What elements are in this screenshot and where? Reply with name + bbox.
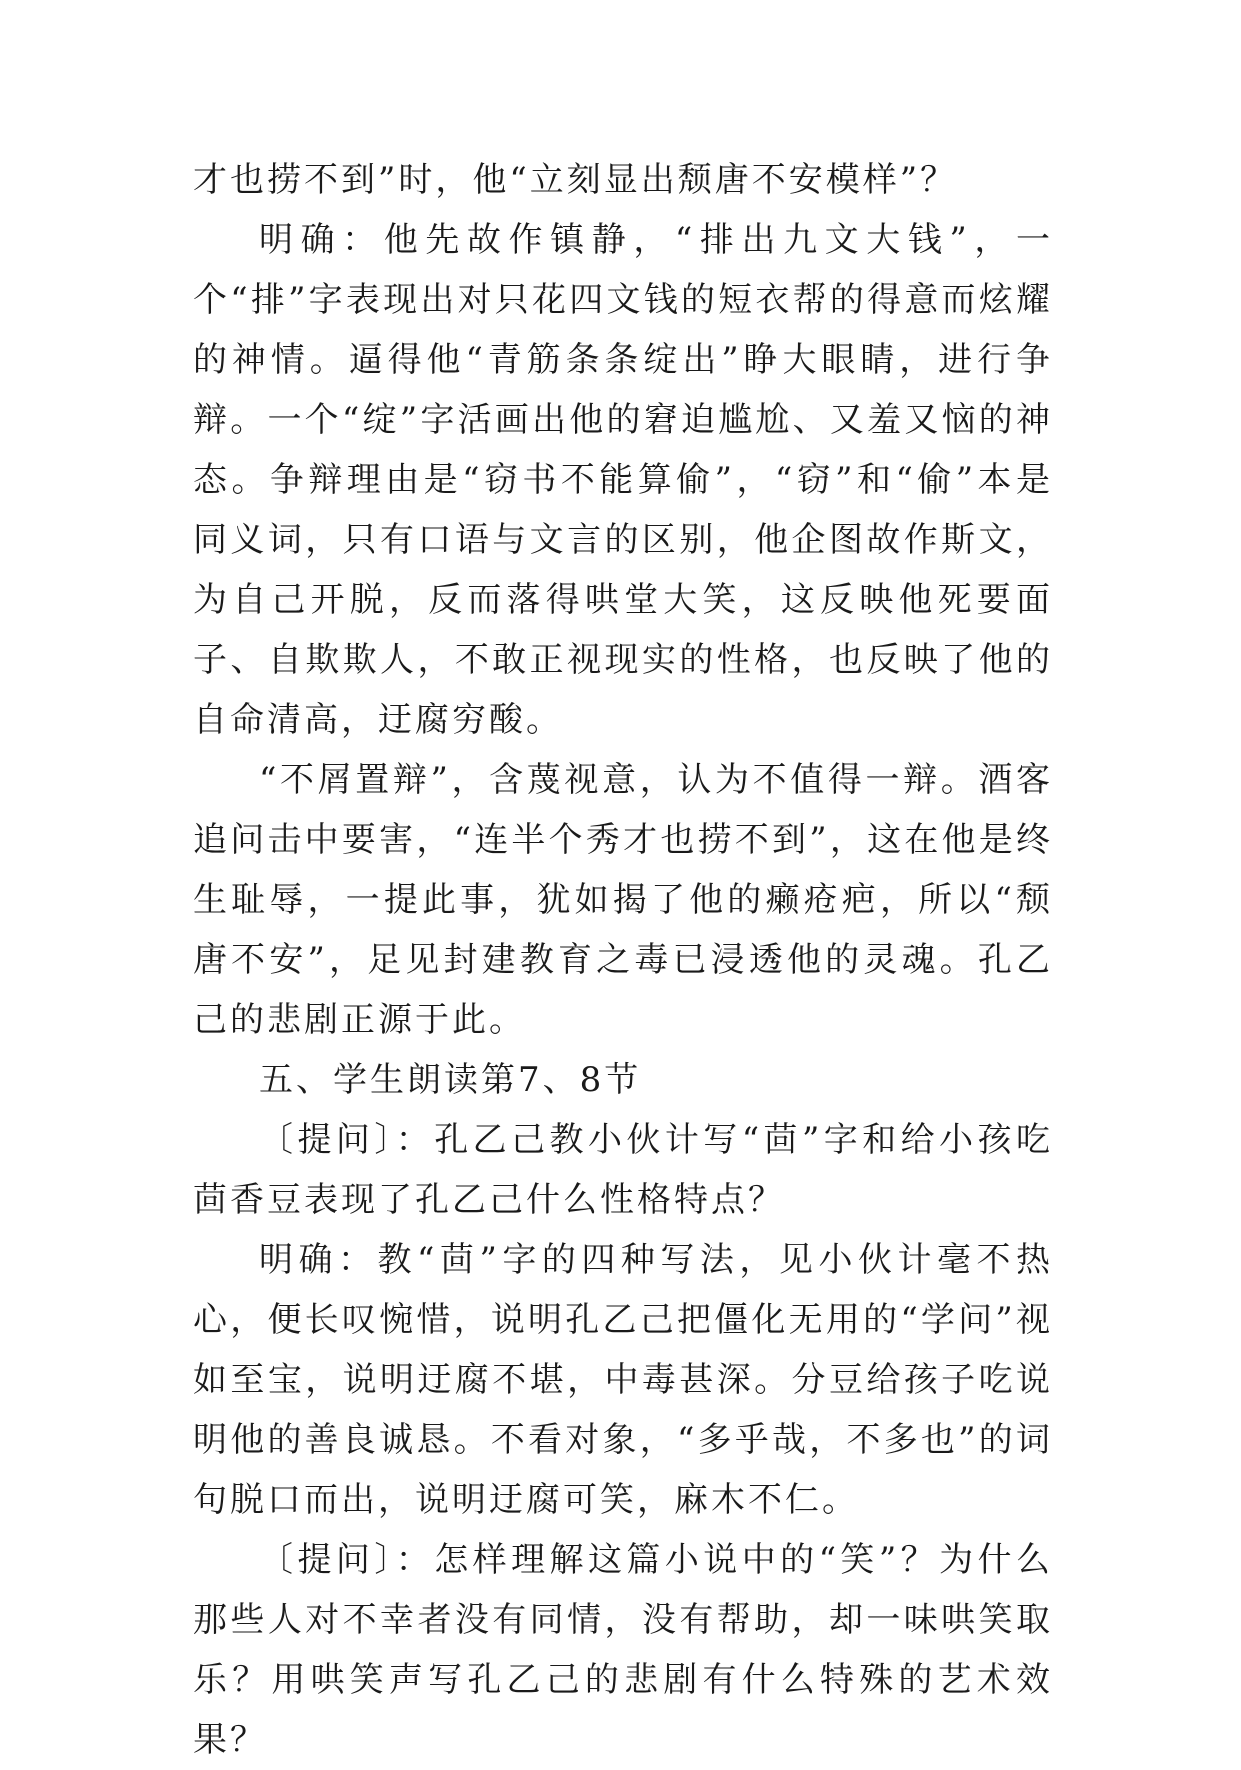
- paragraph-answer-1: 明确：他先故作镇静，“排出九文大钱”，一个“排”字表现出对只花四文钱的短衣帮的得意而炫耀的神情。逼得他“青筋条条绽出”睁大眼睛，进行争辩。一个“绽”字活画出他的窘迫尴尬、又羞又恼的神态。争辩理由是“窃书不能算偷”，“窃”和“偷”本是同义词，只有口语与文言的区别，他企图故作斯文，为自己开脱，反而落得哄堂大笑，这反映他死要面子、自欺欺人，不敢正视现实的性格，也反映了他的自命清高，迂腐穷酸。: [193, 220, 1053, 740]
- paragraph-analysis: “不屑置辩”，含蔑视意，认为不值得一辩。酒客追问击中要害，“连半个秀才也捞不到”，这在他是终生耻辱，一提此事，犹如揭了他的癞疮疤，所以“颓唐不安”，足见封建教育之毒已浸透他的灵魂。孔乙己的悲剧正源于此。: [193, 760, 1053, 1040]
- paragraph-continuation: 才也捞不到”时，他“立刻显出颓唐不安模样”？: [193, 160, 958, 200]
- paragraph-answer-2: 明确：教“茴”字的四种写法，见小伙计毫不热心，便长叹惋惜，说明孔乙己把僵化无用的“学问”视如至宝，说明迂腐不堪，中毒甚深。分豆给孩子吃说明他的善良诚恳。不看对象，“多乎哉，不多也”的词句脱口而出，说明迂腐可笑，麻木不仁。: [193, 1240, 1053, 1520]
- section-heading: 五、学生朗读第7、8节: [259, 1060, 642, 1100]
- document-page: [193, 150, 1053, 1770]
- paragraph-question-2: 〔提问〕：怎样理解这篇小说中的“笑”？为什么那些人对不幸者没有同情，没有帮助，却一味哄笑取乐？用哄笑声写孔乙己的悲剧有什么特殊的艺术效果？: [193, 1540, 1053, 1760]
- paragraph-question-1: 〔提问〕：孔乙己教小伙计写“茴”字和给小孩吃茴香豆表现了孔乙己什么性格特点？: [193, 1120, 1053, 1220]
